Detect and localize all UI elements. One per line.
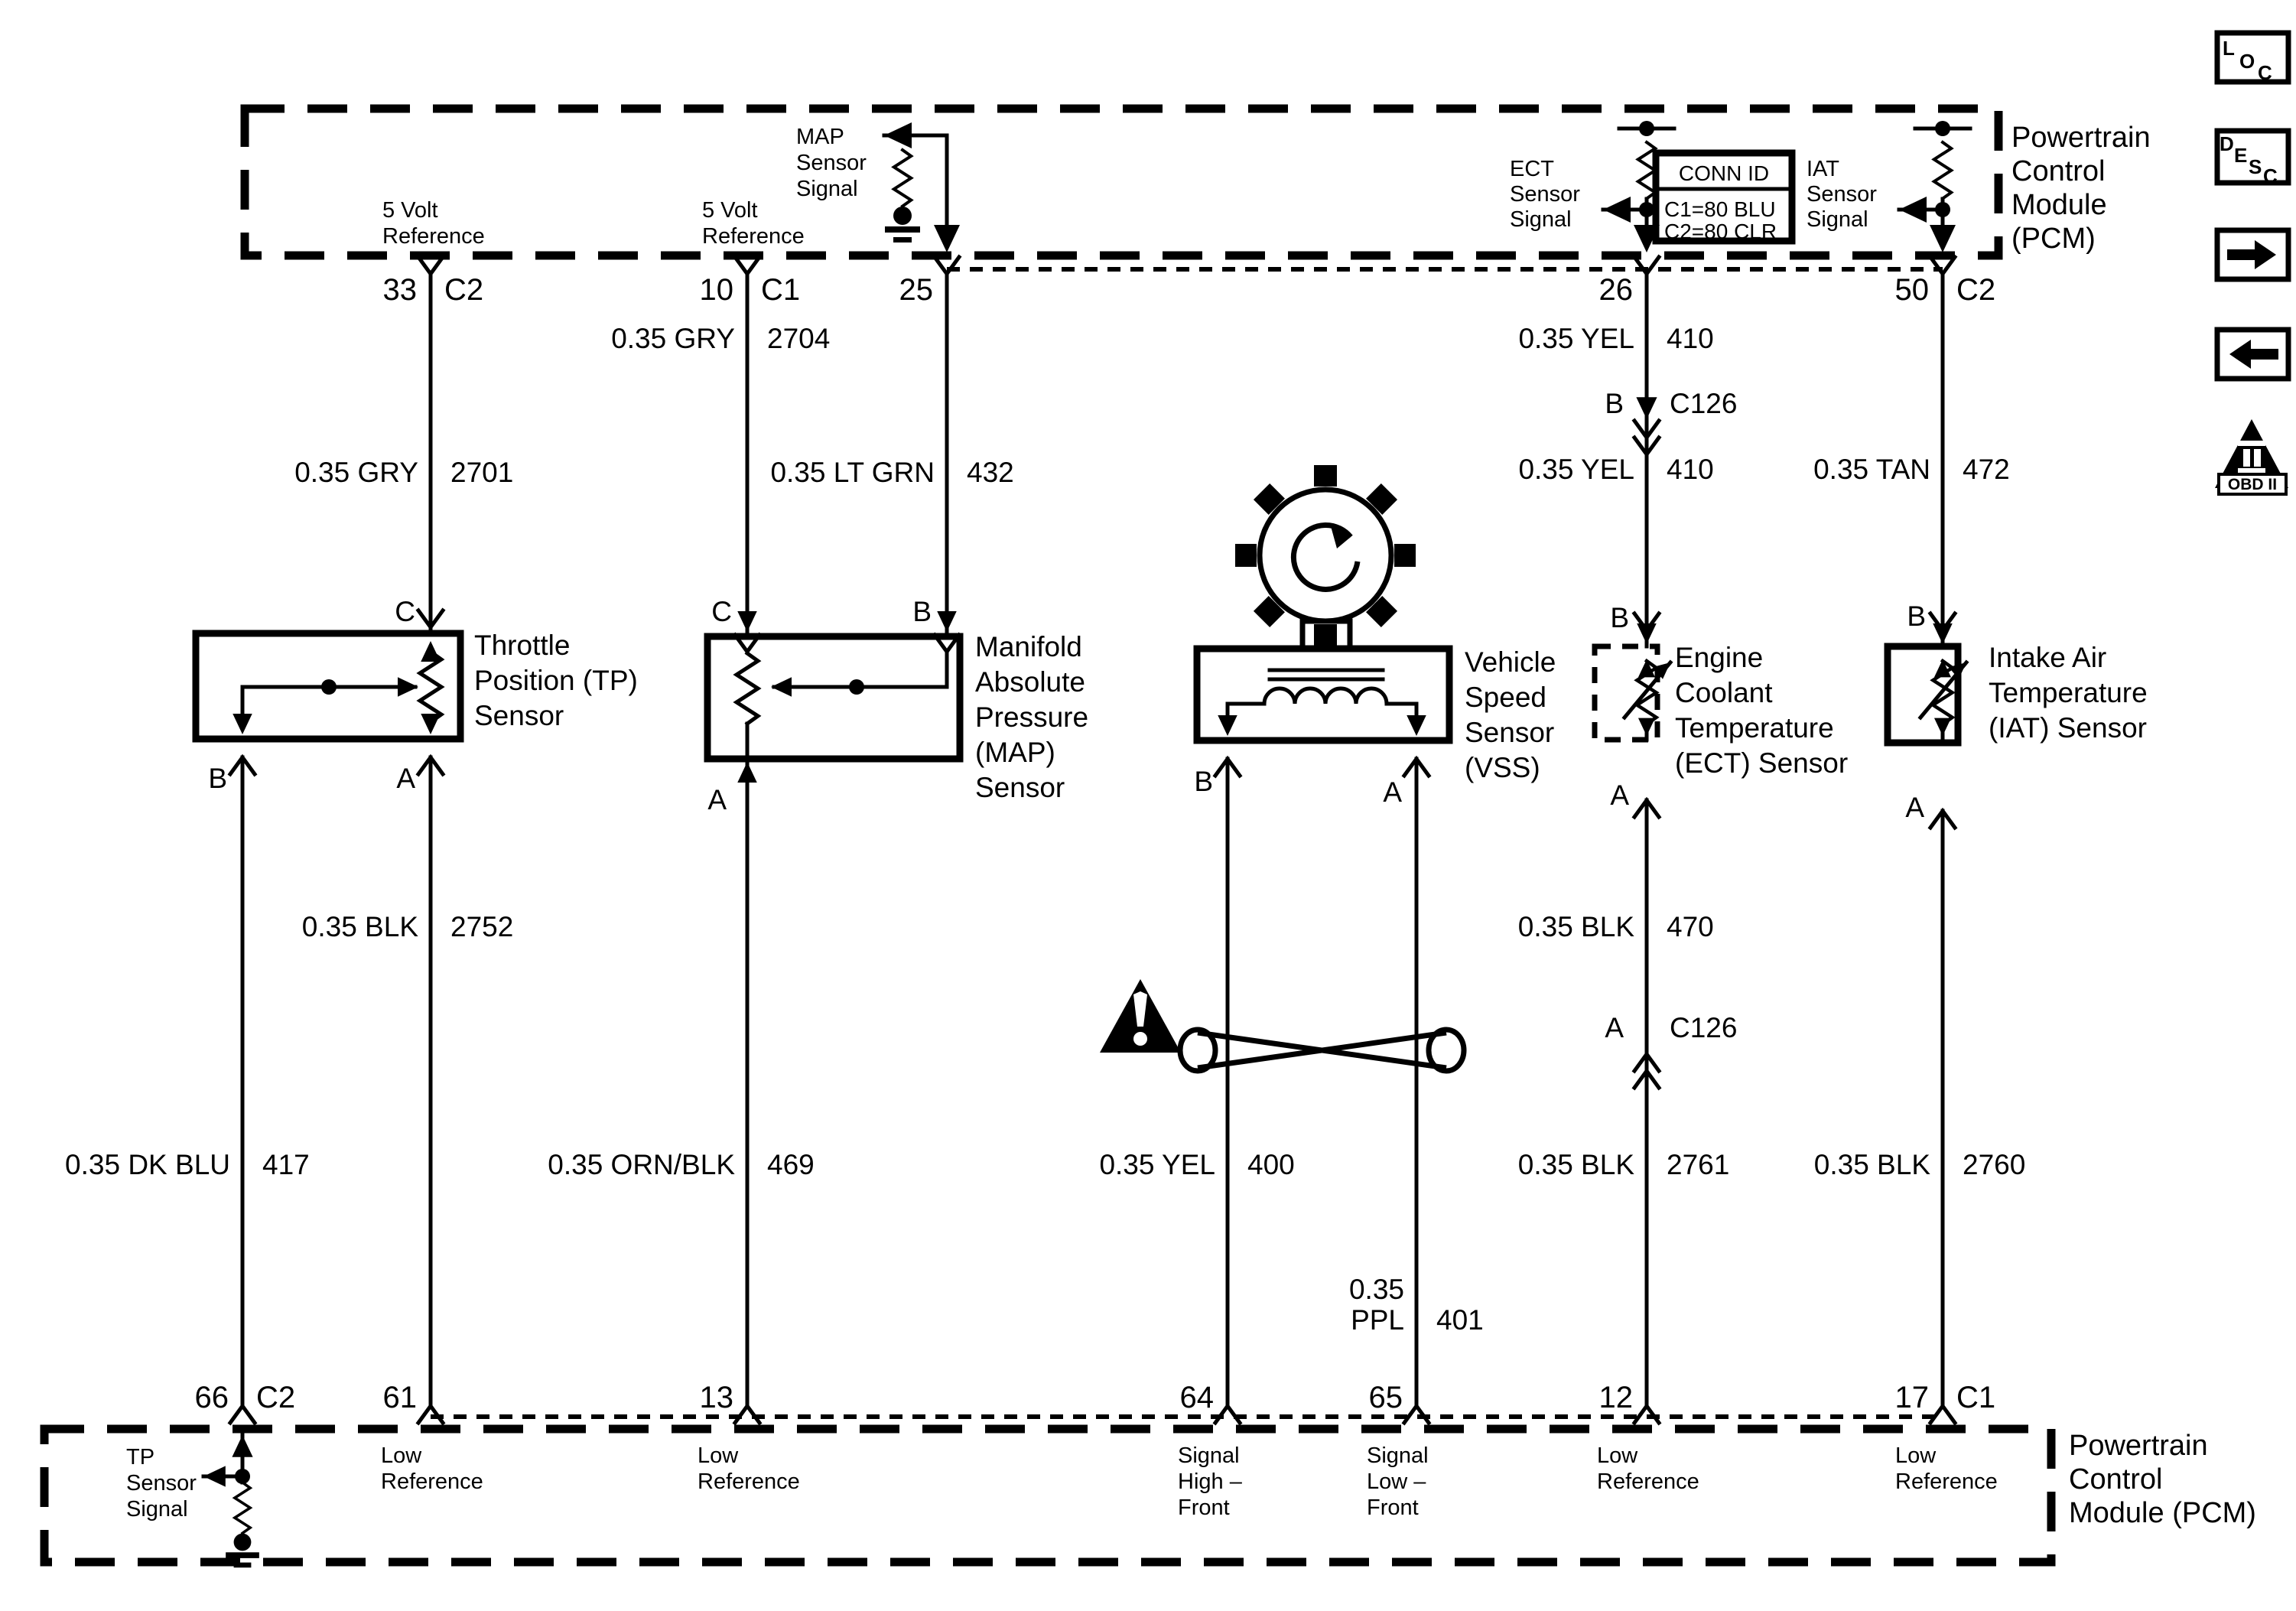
wire-label-color: 0.35 YEL xyxy=(1099,1149,1215,1180)
pcm-top-name-line4: (PCM) xyxy=(2011,223,2096,255)
map-name-line5: Sensor xyxy=(975,772,1065,803)
inline-connector-b-c126 xyxy=(1605,388,1737,454)
splice-dot xyxy=(1639,121,1654,136)
vss-name-line1: Vehicle xyxy=(1465,646,1556,678)
map-pin-b: B xyxy=(912,596,932,627)
tp-pin-c: C xyxy=(395,596,415,627)
connector-id: C126 xyxy=(1670,1012,1738,1043)
ect-signal-line3: Signal xyxy=(1510,207,1572,232)
map-pin-a: A xyxy=(707,784,727,815)
sensor-map xyxy=(707,596,1088,815)
wire-label-color: 0.35 TAN xyxy=(1813,454,1930,485)
connector-pin: B xyxy=(1605,388,1624,419)
splice-dot xyxy=(321,679,337,695)
pcm-top-name-line1: Powertrain xyxy=(2011,122,2151,154)
ect-pin-b: B xyxy=(1610,602,1629,633)
arrowhead xyxy=(421,714,441,734)
arrowhead xyxy=(233,714,252,734)
desc-letter-1: D xyxy=(2220,132,2234,155)
pin-65-label-line3: Front xyxy=(1367,1495,1419,1520)
iat-name-line3: (IAT) Sensor xyxy=(1989,712,2147,744)
iat-name-line1: Intake Air xyxy=(1989,642,2107,673)
arrowhead xyxy=(1407,715,1426,736)
iat-name-line2: Temperature xyxy=(1989,677,2148,708)
desc-letter-4: C xyxy=(2263,164,2278,187)
arrowhead xyxy=(1218,715,1237,736)
wire-label-circuit: 2701 xyxy=(450,457,514,488)
arrowhead xyxy=(398,677,418,697)
wire-label-color: 0.35 BLK xyxy=(301,911,418,942)
wire-label-circuit: 410 xyxy=(1667,454,1714,485)
wire-label-circuit: 401 xyxy=(1436,1304,1484,1336)
pin-66: 66 xyxy=(194,1381,229,1414)
wire-label-circuit: 417 xyxy=(262,1149,310,1180)
pcm-top-pin-row xyxy=(383,257,1996,307)
pin-13-label-line1: Low xyxy=(698,1443,739,1468)
pcm-bottom-name-line3: Module (PCM) xyxy=(2069,1497,2256,1529)
caution-twisted-pair xyxy=(1100,979,1464,1071)
arrowhead xyxy=(934,225,960,252)
obd-label: OBD II xyxy=(2227,476,2278,493)
arrowhead xyxy=(1636,397,1657,419)
pcm-top-name-line3: Module xyxy=(2011,189,2107,221)
desc-letter-2: E xyxy=(2234,144,2248,167)
wire-label-color: 0.35 BLK xyxy=(1813,1149,1930,1180)
ect-signal-line2: Sensor xyxy=(1510,182,1580,207)
wire-label-color: 0.35 BLK xyxy=(1517,911,1634,942)
resistor xyxy=(894,150,911,207)
pin-12-label-line2: Reference xyxy=(1597,1469,1699,1494)
pin-64: 64 xyxy=(1179,1381,1214,1414)
ground-icon xyxy=(885,207,920,242)
five-volt-a-line1: 5 Volt xyxy=(382,198,438,223)
loc-letter-2: O xyxy=(2239,50,2255,73)
twisted-pair-icon xyxy=(1180,1030,1464,1071)
map-name-line3: Pressure xyxy=(975,701,1089,733)
loc-letter-1: L xyxy=(2223,37,2235,60)
pin-64-label-line1: Signal xyxy=(1178,1443,1240,1468)
pcm-top-name-line2: Control xyxy=(2011,155,2106,187)
map-signal-line3: Signal xyxy=(796,177,858,201)
arrowhead xyxy=(737,611,757,632)
wire-label-color-line2: PPL xyxy=(1351,1304,1404,1336)
wire-label-color: 0.35 GRY xyxy=(611,323,735,354)
ect-name-line3: Temperature xyxy=(1675,712,1834,744)
ect-name-line4: (ECT) Sensor xyxy=(1675,747,1849,779)
wire-label-circuit: 469 xyxy=(767,1149,815,1180)
pin-13: 13 xyxy=(699,1381,733,1414)
vss-name-line3: Sensor xyxy=(1465,717,1555,748)
wire-label-color: 0.35 YEL xyxy=(1518,454,1634,485)
pin-61: 61 xyxy=(382,1381,417,1414)
pin-17-label-line1: Low xyxy=(1895,1443,1937,1468)
arrow-left-icon xyxy=(2229,340,2278,369)
pin-61-label-line2: Reference xyxy=(381,1469,483,1494)
sensor-tp xyxy=(196,596,638,794)
vss-pin-b: B xyxy=(1194,766,1213,797)
pin-50-connector: C2 xyxy=(1956,273,1996,307)
wire-label-circuit: 2760 xyxy=(1963,1149,2026,1180)
pin-66-connector: C2 xyxy=(256,1381,296,1414)
iat-signal-line3: Signal xyxy=(1807,207,1868,232)
map-pin-c: C xyxy=(711,596,732,627)
pin-17-connector: C1 xyxy=(1956,1381,1996,1414)
wire-label-circuit: 472 xyxy=(1963,454,2010,485)
arrowhead xyxy=(203,1466,226,1486)
map-name-line4: (MAP) xyxy=(975,737,1055,768)
bottom-pin-labels xyxy=(381,1443,1998,1520)
ect-signal-line1: ECT xyxy=(1510,157,1554,181)
pin-65-label-line2: Low – xyxy=(1367,1469,1426,1494)
pin-17: 17 xyxy=(1894,1381,1929,1414)
ect-sensor-signal-internal xyxy=(1510,121,1674,252)
prev-page-button[interactable] xyxy=(2217,330,2288,379)
side-toolbar xyxy=(2215,33,2288,494)
wire-label-color: 0.35 GRY xyxy=(294,457,418,488)
conn-id-table xyxy=(1656,153,1792,243)
loc-letter-3: C xyxy=(2258,61,2272,84)
wire-label-color: 0.35 LT GRN xyxy=(770,457,935,488)
pin-25: 25 xyxy=(899,273,933,307)
desc-letter-3: S xyxy=(2249,155,2262,178)
potentiometer xyxy=(737,653,758,724)
pin-10-connector: C1 xyxy=(761,273,801,307)
map-name-line1: Manifold xyxy=(975,631,1082,662)
wire-label-color-line1: 0.35 xyxy=(1348,1274,1404,1305)
wire-label-color: 0.35 DK BLU xyxy=(65,1149,230,1180)
sensor-iat xyxy=(1888,600,2148,828)
tp-pin-b: B xyxy=(208,763,227,794)
arrowhead xyxy=(1899,197,1927,223)
pin-chevron xyxy=(230,1406,255,1423)
vss-pin-a: A xyxy=(1383,776,1402,808)
pin-65: 65 xyxy=(1368,1381,1403,1414)
ect-pin-a: A xyxy=(1610,779,1629,811)
desc-button[interactable] xyxy=(2217,131,2288,187)
arrowhead xyxy=(1603,197,1631,223)
coil xyxy=(1264,688,1387,704)
pin-64-label-line3: Front xyxy=(1178,1495,1230,1520)
pin-61-label-line1: Low xyxy=(381,1443,422,1468)
pin-12-label-line1: Low xyxy=(1597,1443,1638,1468)
pcm-bottom-box xyxy=(44,1429,2051,1562)
vss-name-line2: Speed xyxy=(1465,682,1546,713)
wire-label-color: 0.35 ORN/BLK xyxy=(548,1149,735,1180)
pin-10: 10 xyxy=(699,273,733,307)
resistor xyxy=(1934,142,1951,199)
pin-13-label-line2: Reference xyxy=(698,1469,800,1494)
tp-name-line1: Throttle xyxy=(474,630,571,661)
iat-sensor-signal-internal xyxy=(1807,121,1970,252)
loc-button[interactable] xyxy=(2217,33,2288,84)
pin-17-label-line2: Reference xyxy=(1895,1469,1998,1494)
splice-dot xyxy=(895,128,910,143)
wire-label-circuit: 470 xyxy=(1667,911,1714,942)
splice-dot xyxy=(849,679,864,695)
arrowhead xyxy=(1930,225,1956,252)
map-signal-line1: MAP xyxy=(796,125,844,149)
wire-label-circuit: 410 xyxy=(1667,323,1714,354)
connector-pin: A xyxy=(1605,1012,1624,1043)
tp-sensor-signal-internal xyxy=(126,1435,259,1567)
tp-pin-a: A xyxy=(396,763,415,794)
potentiometer xyxy=(420,652,441,722)
pcm-top xyxy=(245,109,2151,255)
tp-name-line2: Position (TP) xyxy=(474,665,638,696)
arrowhead xyxy=(937,611,957,632)
connector-id: C126 xyxy=(1670,388,1738,419)
wire-label-circuit: 2704 xyxy=(767,323,831,354)
five-volt-b-line2: Reference xyxy=(702,224,805,249)
tp-signal-line2: Sensor xyxy=(126,1471,197,1495)
vss-name-line4: (VSS) xyxy=(1465,752,1540,783)
map-name-line2: Absolute xyxy=(975,666,1085,698)
pcm-bottom-name-line1: Powertrain xyxy=(2069,1430,2208,1462)
pin-64-label-line2: High – xyxy=(1178,1469,1242,1494)
ect-name-line1: Engine xyxy=(1675,642,1764,673)
conn-id-row1: C1=80 BLU xyxy=(1664,197,1776,221)
wire-label-circuit: 432 xyxy=(967,457,1014,488)
map-sensor-signal-internal xyxy=(796,122,960,252)
arrowhead xyxy=(1933,623,1953,644)
five-volt-b-line1: 5 Volt xyxy=(702,198,758,223)
resistor xyxy=(235,1482,250,1533)
splice-dot xyxy=(1935,121,1950,136)
iat-pin-b: B xyxy=(1907,600,1926,632)
arrow-right-icon xyxy=(2227,240,2276,269)
ect-name-line2: Coolant xyxy=(1675,677,1773,708)
conn-id-header: CONN ID xyxy=(1678,161,1770,185)
pin-33: 33 xyxy=(382,273,417,307)
iat-signal-line1: IAT xyxy=(1807,157,1839,181)
pin-12: 12 xyxy=(1598,1381,1633,1414)
wires xyxy=(65,274,2025,1406)
pin-65-label-line1: Signal xyxy=(1367,1443,1429,1468)
pin-50: 50 xyxy=(1894,273,1929,307)
iat-pin-a: A xyxy=(1905,792,1924,823)
arrowhead xyxy=(737,762,757,783)
iat-signal-line2: Sensor xyxy=(1807,182,1877,207)
five-volt-a-line2: Reference xyxy=(382,224,485,249)
pcm-bottom-pin-row xyxy=(195,1381,1996,1423)
conn-id-row2: C2=80 CLR xyxy=(1664,220,1777,243)
wire-label-circuit: 2752 xyxy=(450,911,514,942)
sensor-vss xyxy=(1194,465,1556,808)
five-volt-reference-a xyxy=(382,198,485,249)
pcm-bottom xyxy=(44,1429,2256,1567)
tp-signal-line3: Signal xyxy=(126,1497,188,1522)
wire-label-color: 0.35 YEL xyxy=(1518,323,1634,354)
tp-signal-line1: TP xyxy=(126,1445,155,1469)
map-signal-line2: Sensor xyxy=(796,151,867,175)
pcm-bottom-name-line2: Control xyxy=(2069,1463,2163,1495)
next-page-button[interactable] xyxy=(2217,230,2288,279)
pin-33-connector: C2 xyxy=(444,273,484,307)
tp-name-line3: Sensor xyxy=(474,700,564,731)
wire-label-circuit: 2761 xyxy=(1667,1149,1730,1180)
obd-ii-button[interactable] xyxy=(2215,419,2288,494)
sensor-ect xyxy=(1595,602,1848,817)
five-volt-reference-b xyxy=(702,198,805,249)
wire-label-circuit: 400 xyxy=(1247,1149,1295,1180)
arrowhead xyxy=(1637,623,1657,644)
inline-connector-a-c126 xyxy=(1605,1012,1737,1088)
arrowhead xyxy=(771,677,792,697)
pin-26: 26 xyxy=(1598,273,1633,307)
wire-label-color: 0.35 BLK xyxy=(1517,1149,1634,1180)
